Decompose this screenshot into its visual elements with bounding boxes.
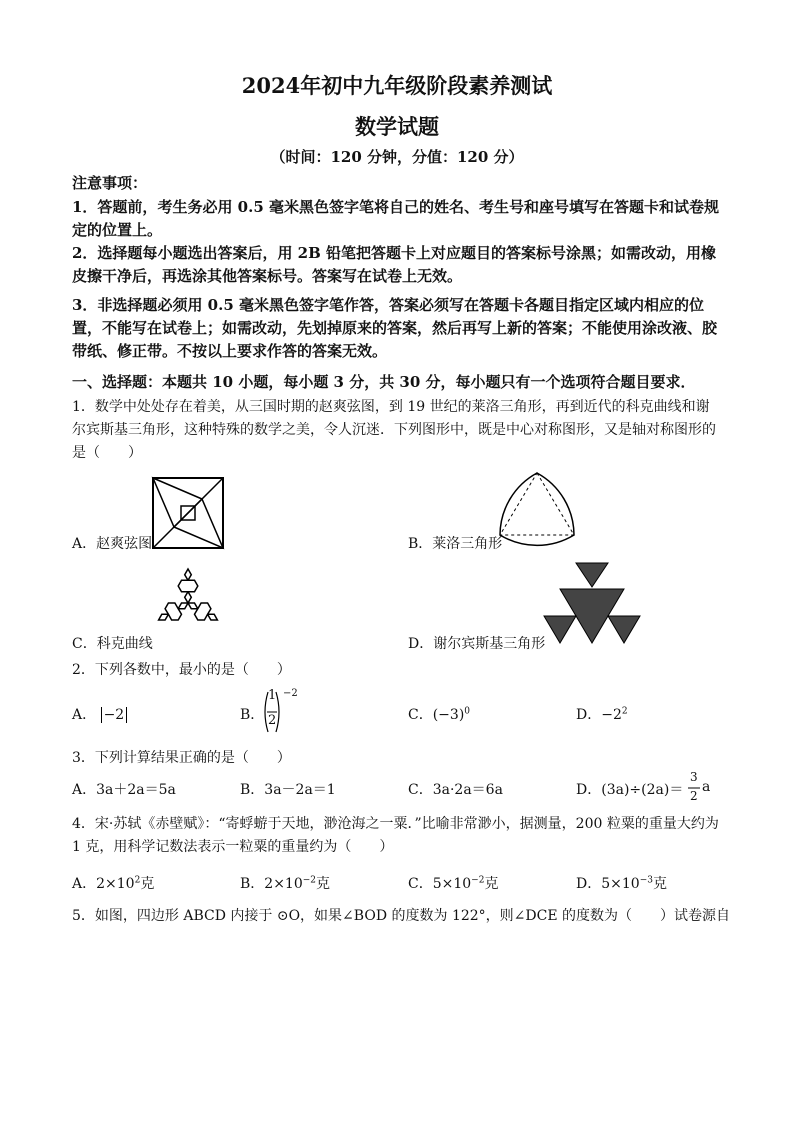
q3-option-d-expr: (3a)÷(2a)＝ xyxy=(601,782,684,798)
q4-option-d xyxy=(576,873,667,893)
time-note: （时间：120 分钟，分值：120 分） xyxy=(270,148,524,166)
q2-option-b-num: 1 xyxy=(268,688,277,703)
subject-title: 数学试题 xyxy=(355,114,439,139)
question-4-stem: 4．宋·苏轼《赤壁赋》：“寄蜉蝣于天地，渺沧海之一粟．”比喻非常渺小，据测量，200 粒粟的重量大约为 1 克，用科学记数法表示一粒粟的重量约为（ ） xyxy=(72,816,719,855)
q3-option-b: B．3a－2a＝1 xyxy=(240,782,336,798)
q4-option-a-label: A． xyxy=(72,876,97,892)
note-item-1: 1．答题前，考生务必用 0.5 毫米黑色签字笔将自己的姓名、考生号和座号填写在答题卡和试卷规定的位置上。 xyxy=(72,198,719,239)
question-5-stem: 5．如图，四边形 ABCD 内接于 ⊙O，如果∠BOD 的度数为 122°，则∠DCE 的度数为（ ）试卷源自 xyxy=(72,908,730,924)
q4-option-b-base: 2×10 xyxy=(264,876,303,892)
q4-option-b-label: B． xyxy=(240,876,265,892)
question-2-stem: 2．下列各数中，最小的是（ ） xyxy=(72,662,291,678)
q2-option-b-den: 2 xyxy=(268,713,277,728)
q3-option-d-den: 2 xyxy=(690,789,698,803)
q4-option-b xyxy=(240,873,330,893)
q2-option-c xyxy=(408,704,470,724)
q4-option-c xyxy=(408,873,498,893)
q4-option-d-exp: −3 xyxy=(639,875,653,886)
exam-title: 2024年初中九年级阶段素养测试 xyxy=(241,73,553,98)
q2-option-b-label: B． xyxy=(240,707,265,723)
q2-option-d-exp: 2 xyxy=(621,706,628,717)
q4-option-b-unit: 克 xyxy=(316,876,331,892)
q2-option-d-label: D． xyxy=(576,707,602,723)
q2-option-a-abs: −2 xyxy=(101,707,128,723)
question-3-stem: 3．下列计算结果正确的是（ ） xyxy=(72,750,291,766)
reuleaux-triangle xyxy=(496,469,578,549)
q3-option-a: A．3a＋2a＝5a xyxy=(72,782,176,798)
q2-option-b xyxy=(240,704,264,724)
q4-option-c-label: C． xyxy=(408,876,433,892)
note-item-2: 2．选择题每小题选出答案后，用 2B 铅笔把答题卡上对应题目的答案标号涂黑；如需改动，用橡皮擦干净后，再选涂其他答案标号。答案写在试卷上无效。 xyxy=(72,244,717,285)
q2-option-c-exp: 0 xyxy=(464,706,471,717)
q1-option-b: B．莱洛三角形 xyxy=(408,536,503,552)
koch-curve xyxy=(148,563,228,639)
q3-option-d-num: 3 xyxy=(690,770,698,784)
q4-option-a xyxy=(72,873,154,893)
q3-option-c: C．3a·2a＝6a xyxy=(408,782,503,798)
zhao-shuang-diagram xyxy=(152,477,224,549)
q2-option-d-base: −2 xyxy=(601,707,622,723)
q4-option-c-exp: −2 xyxy=(471,875,485,886)
q4-option-a-base: 2×10 xyxy=(96,876,135,892)
q4-option-c-base: 5×10 xyxy=(432,876,472,892)
note-item-3: 3．非选择题必须用 0.5 毫米黑色签字笔作答，答案必须写在答题卡各题目指定区域内相应的位置，不能写在试卷上；如需改动，先划掉原来的答案，然后再写上新的答案；不能使用涂改液、胶带纸、修正带。不按以上要求作答的答案无效。 xyxy=(72,296,718,360)
q1-option-a: A．赵爽弦图 xyxy=(72,536,153,552)
notes-heading: 注意事项： xyxy=(72,174,148,192)
q3-option-d-tail: a xyxy=(702,779,711,795)
q4-option-d-unit: 克 xyxy=(652,876,667,892)
q4-option-c-unit: 克 xyxy=(484,876,499,892)
q4-option-d-base: 5×10 xyxy=(601,876,640,892)
q4-option-b-exp: −2 xyxy=(302,875,317,886)
q4-option-d-label: D． xyxy=(576,876,602,892)
q3-option-d-label: D． xyxy=(576,782,602,798)
question-1-stem: 1．数学中处处存在着美，从三国时期的赵爽弦图，到 19 世纪的莱洛三角形，再到近代的科克曲线和谢尔宾斯基三角形，这种特殊的数学之美，令人沉迷．下列图形中，既是中心对称图形，又是轴对称图形的是（ ） xyxy=(72,399,716,461)
q3-option-d xyxy=(576,779,683,799)
q2-option-a-label: A． xyxy=(72,707,97,723)
q2-option-c-label: C． xyxy=(408,707,433,723)
q4-option-a-unit: 克 xyxy=(140,876,155,892)
q2-option-c-base: (−3) xyxy=(432,707,465,723)
sierpinski-triangle xyxy=(544,561,640,645)
q4-option-a-exp: 2 xyxy=(134,875,141,886)
q1-option-c: C．科克曲线 xyxy=(72,636,153,652)
q2-option-b-exp: −2 xyxy=(283,688,298,699)
section-heading: 一、选择题：本题共 10 小题，每小题 3 分，共 30 分，每小题只有一个选项符合题目要求． xyxy=(72,373,696,391)
q2-option-d xyxy=(576,704,628,724)
q2-option-a xyxy=(72,704,127,724)
q1-option-d: D．谢尔宾斯基三角形 xyxy=(408,636,546,652)
